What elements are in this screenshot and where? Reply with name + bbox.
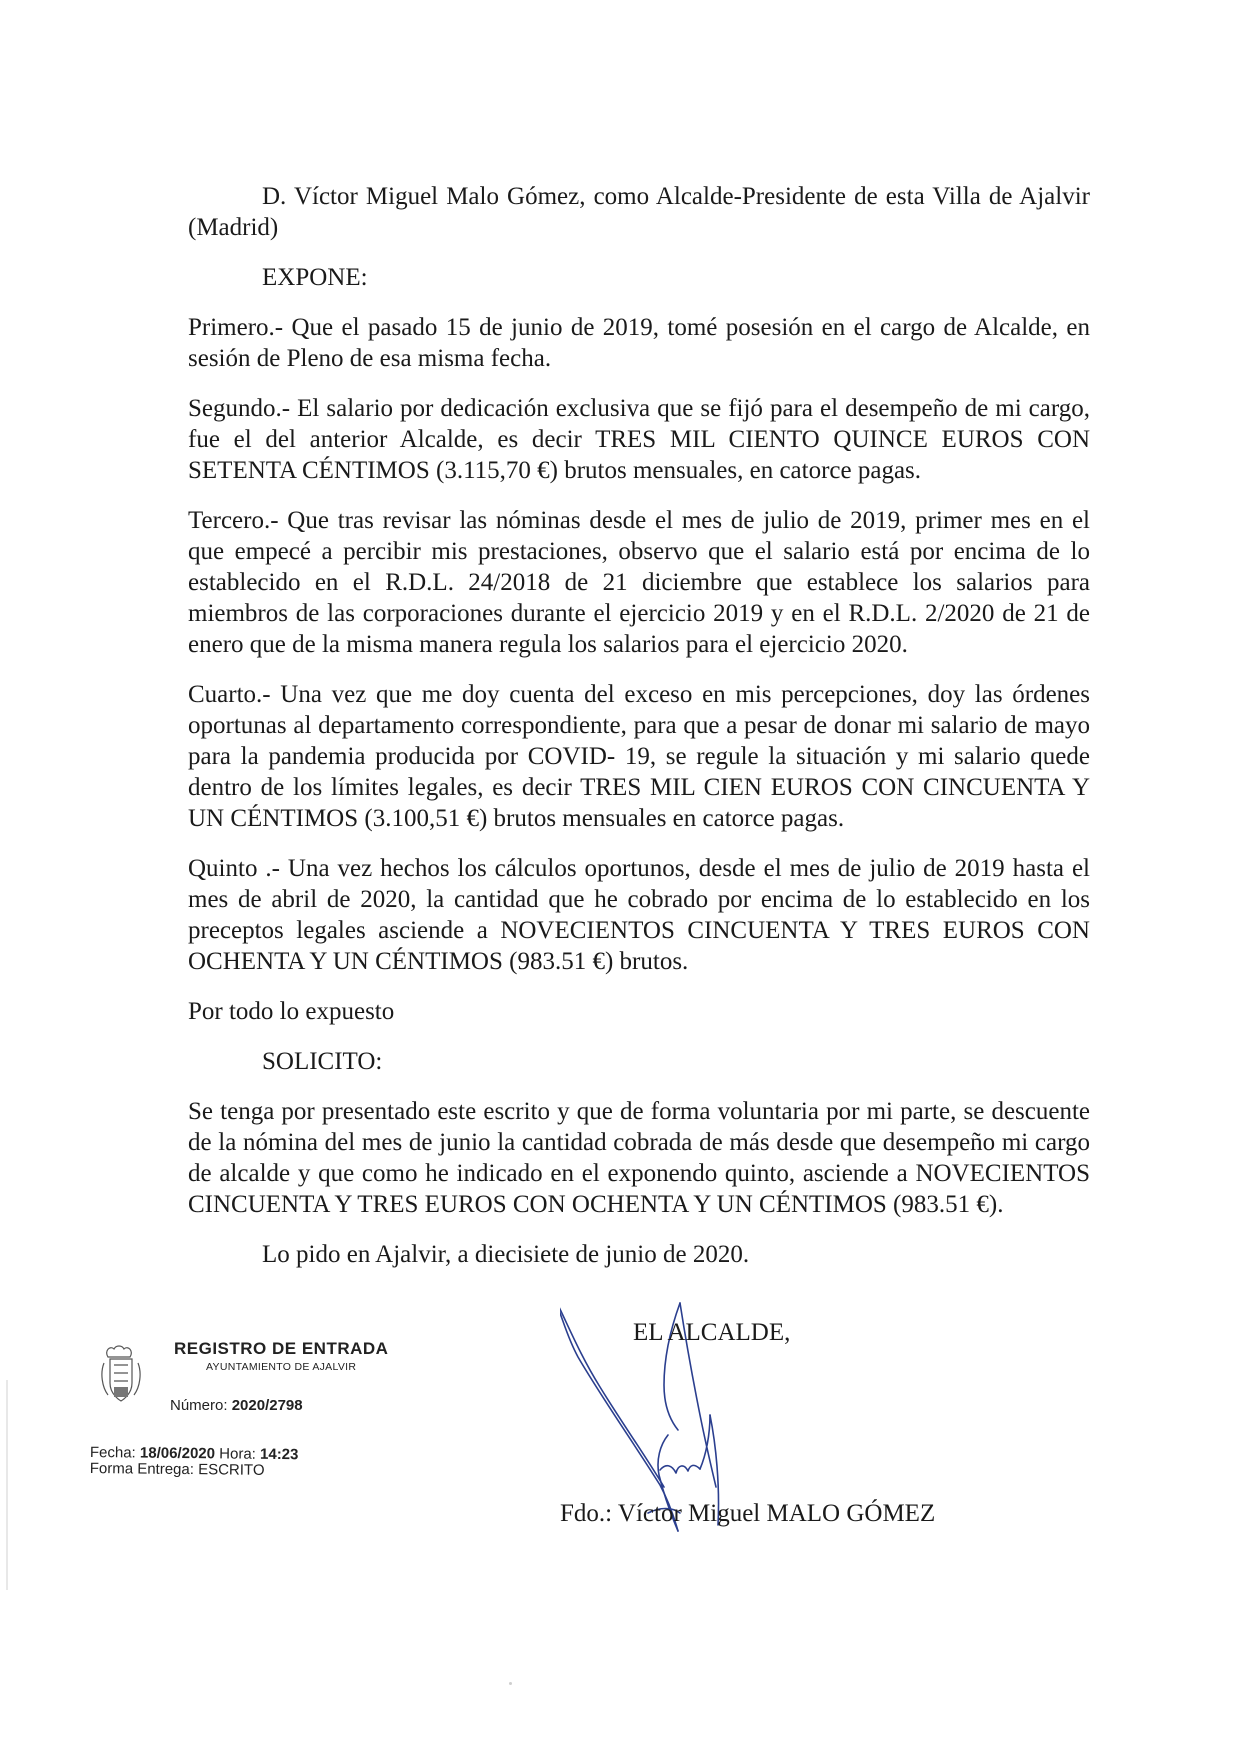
fecha-value: 18/06/2020 — [139, 1444, 216, 1463]
paragraph-cuarto: Cuarto.- Una vez que me doy cuenta del exceso en mis percepciones, doy las órdenes oportunas al departamento correspondiente, para que a pesar de donar mi salario de mayo para la pandemia producida por COVID- 19, se regule la situación y mi salario quede dentro de los límites legales, es decir TRES MIL CIEN EUROS CON CINCUENTA Y UN CÉNTIMOS (3.100,51 €) brutos mensuales en catorce pagas. — [188, 681, 1090, 832]
expone-heading: EXPONE: — [262, 264, 368, 291]
scan-speck — [509, 1682, 512, 1685]
fecha-label: Fecha: — [89, 1444, 136, 1462]
paragraph-tercero: Tercero.- Que tras revisar las nóminas desde el mes de julio de 2019, primer mes en el que empecé a percibir mis prestaciones, observo que el salario está por encima de lo establecido en el R.D.L. 24/2018 de 21 diciembre que establece los salarios para miembros de las corporaciones durante el ejercicio 2019 y en el R.D.L. 2/2020 de 21 de enero que de la misma manera regula los salarios para el ejercicio 2020. — [188, 507, 1090, 658]
municipal-crest-icon — [100, 1343, 142, 1413]
letter-body — [188, 181, 1090, 1289]
closing-line: Lo pido en Ajalvir, a diecisiete de junio de 2020. — [262, 1241, 750, 1268]
intro-paragraph: D. Víctor Miguel Malo Gómez, como Alcalde-Presidente de esta Villa de Ajalvir (Madrid) — [188, 183, 1090, 241]
request-paragraph: Se tenga por presentado este escrito y que de forma voluntaria por mi parte, se descuente de la nómina del mes de junio la cantidad cobrada de más desde que desempeño mi cargo de alcalde y que como he indicado en el exponendo quinto, asciende a NOVECIENTOS CINCUENTA Y TRES EUROS CON OCHENTA Y UN CÉNTIMOS (983.51 €). — [188, 1098, 1090, 1218]
stamp-subtitle: AYUNTAMIENTO DE AJALVIR — [206, 1361, 357, 1373]
forma-value: ESCRITO — [198, 1461, 265, 1479]
forma-label: Forma Entrega: — [89, 1459, 195, 1479]
scan-edge-mark — [6, 1380, 8, 1590]
hora-value: 14:23 — [259, 1445, 299, 1464]
registro-entrada-stamp — [90, 1335, 420, 1495]
numero-value: 2020/2798 — [231, 1397, 303, 1414]
signature-block — [560, 1295, 1060, 1545]
numero-label: Número: — [170, 1397, 228, 1414]
paragraph-primero: Primero.- Que el pasado 15 de junio de 2019, tomé posesión en el cargo de Alcalde, en sesión de Pleno de esa misma fecha. — [188, 314, 1090, 372]
stamp-number — [170, 1397, 303, 1414]
stamp-forma-line — [90, 1461, 299, 1479]
paragraph-segundo: Segundo.- El salario por dedicación exclusiva que se fijó para el desempeño de mi cargo, fue el del anterior Alcalde, es decir TRES MIL CIENTO QUINCE EUROS CON SETENTA CÉNTIMOS (3.115,70 €) brutos mensuales, en catorce pagas. — [188, 395, 1090, 484]
stamp-date-info — [90, 1445, 299, 1479]
signer-name: Fdo.: Víctor Miguel MALO GÓMEZ — [560, 1500, 936, 1527]
hora-label: Hora: — [219, 1445, 256, 1463]
stamp-title: REGISTRO DE ENTRADA — [174, 1339, 389, 1358]
paragraph-quinto: Quinto .- Una vez hechos los cálculos oportunos, desde el mes de julio de 2019 hasta el mes de abril de 2020, la cantidad que he cobrado por encima de lo establecido en los preceptos legales asciende a NOVECIENTOS CINCUENTA Y TRES EUROS CON OCHENTA Y UN CÉNTIMOS (983.51 €) brutos. — [188, 855, 1090, 975]
por-todo-line: Por todo lo expuesto — [188, 998, 395, 1025]
alcalde-title: EL ALCALDE, — [633, 1319, 791, 1346]
solicito-heading: SOLICITO: — [262, 1048, 383, 1075]
